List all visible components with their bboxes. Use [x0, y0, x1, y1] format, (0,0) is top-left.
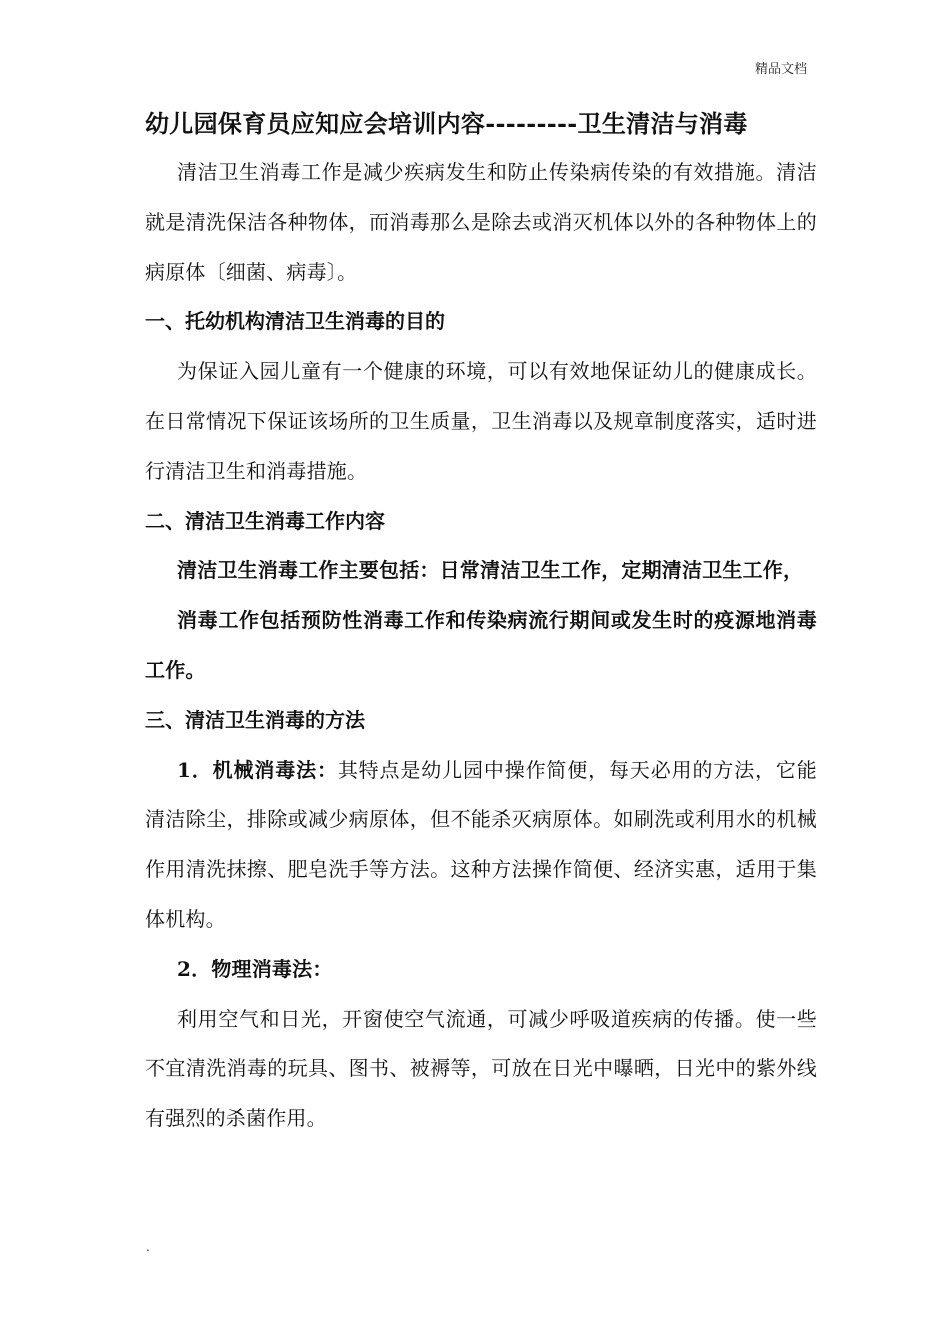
method-1-text: 其特点是幼儿园中操作简便，每天必用的方法，它能清洁除尘，排除或减少病原体，但不能杀灭病原体。如刷洗或利用水的机械作用清洗抹擦、肥皂洗手等方法。这种方法操作简便、经济实惠，适用于集体机构。: [145, 757, 817, 931]
section-2-paragraph-2: 消毒工作包括预防性消毒工作和传染病流行期间或发生时的疫源地消毒工作。: [145, 608, 817, 682]
method-2-label: 2．物理消毒法：: [177, 956, 333, 981]
method-2-paragraph: 利用空气和日光，开窗使空气流通，可减少呼吸道疾病的传播。使一些不宜清洗消毒的玩具、图书、被褥等，可放在日光中曝晒，日光中的紫外线有强烈的杀菌作用。: [145, 1006, 817, 1131]
section-3-heading: 三、清洁卫生消毒的方法: [145, 707, 365, 732]
method-1-label: 1．机械消毒法：: [177, 757, 338, 782]
section-2-paragraph-1: 清洁卫生消毒工作主要包括：日常清洁卫生工作，定期清洁卫生工作，: [177, 558, 804, 583]
header-tag: 精品文档: [754, 62, 807, 77]
intro-paragraph: 清洁卫生消毒工作是减少疾病发生和防止传染病传染的有效措施。清洁就是清洗保洁各种物体，而消毒那么是除去或消灭机体以外的各种物体上的病原体〔细菌、病毒〕。: [145, 160, 817, 284]
footer-mark: .: [146, 1240, 150, 1254]
section-1-paragraph: 为保证入园儿童有一个健康的环境，可以有效地保证幼儿的健康成长。在日常情况下保证该场所的卫生质量，卫生消毒以及规章制度落实，适时进行清洁卫生和消毒措施。: [145, 359, 817, 483]
document-title: 幼儿园保育员应知应会培训内容---------卫生清洁与消毒: [145, 109, 748, 138]
method-1-paragraph: [145, 746, 817, 945]
section-1-heading: 一、托幼机构清洁卫生消毒的目的: [145, 309, 445, 334]
section-2-heading: 二、清洁卫生消毒工作内容: [145, 508, 385, 533]
document-body: [145, 148, 817, 1144]
